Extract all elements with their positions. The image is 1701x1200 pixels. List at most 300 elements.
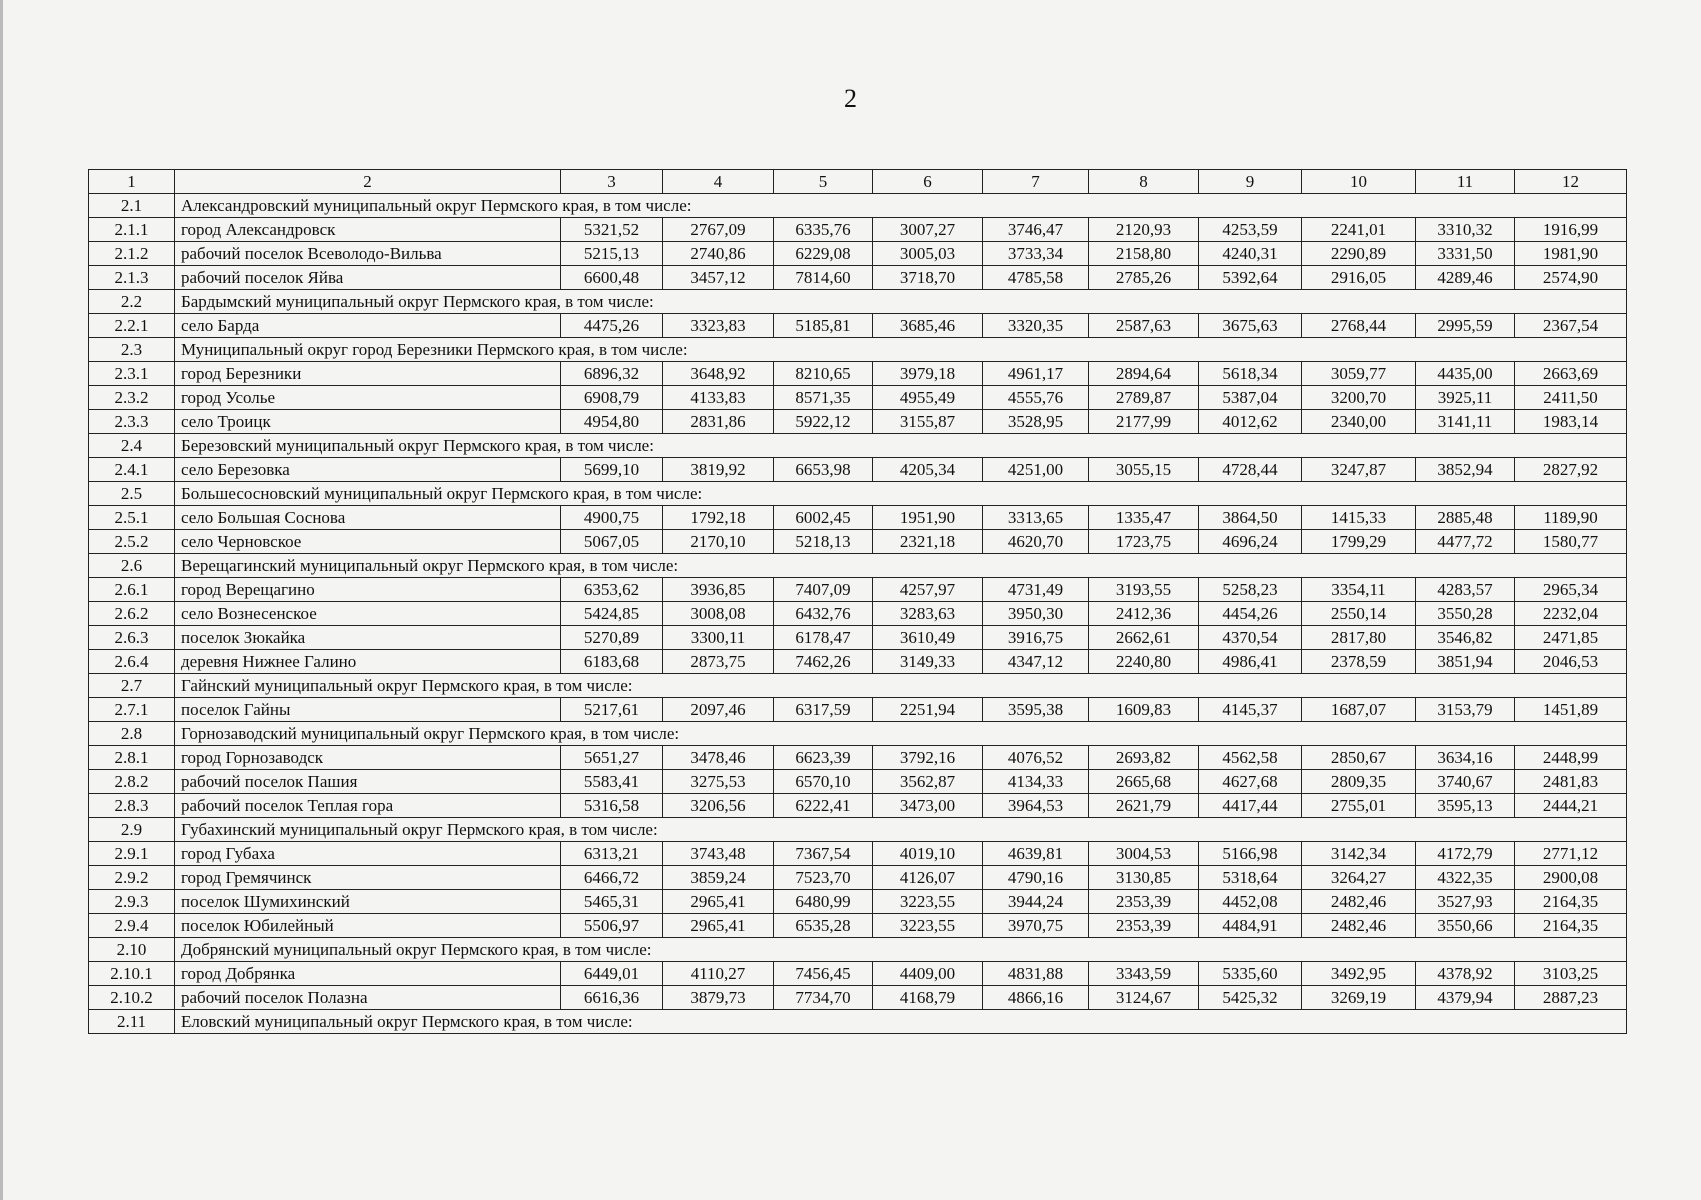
value-cell: 5506,97 bbox=[561, 914, 663, 938]
settlement-name: село Березовка bbox=[175, 458, 561, 482]
value-cell: 5335,60 bbox=[1199, 962, 1302, 986]
value-cell: 3950,30 bbox=[983, 602, 1089, 626]
value-cell: 3473,00 bbox=[873, 794, 983, 818]
value-cell: 3331,50 bbox=[1416, 242, 1515, 266]
value-cell: 4866,16 bbox=[983, 986, 1089, 1010]
row-code: 2.3.3 bbox=[89, 410, 175, 434]
value-cell: 5270,89 bbox=[561, 626, 663, 650]
value-cell: 3320,35 bbox=[983, 314, 1089, 338]
value-cell: 2290,89 bbox=[1302, 242, 1416, 266]
value-cell: 5392,64 bbox=[1199, 266, 1302, 290]
value-cell: 3310,32 bbox=[1416, 218, 1515, 242]
value-cell: 3149,33 bbox=[873, 650, 983, 674]
value-cell: 7734,70 bbox=[774, 986, 873, 1010]
value-cell: 4961,17 bbox=[983, 362, 1089, 386]
value-cell: 3323,83 bbox=[663, 314, 774, 338]
value-cell: 3269,19 bbox=[1302, 986, 1416, 1010]
value-cell: 2621,79 bbox=[1089, 794, 1199, 818]
value-cell: 6178,47 bbox=[774, 626, 873, 650]
settlement-name: село Большая Соснова bbox=[175, 506, 561, 530]
value-cell: 3200,70 bbox=[1302, 386, 1416, 410]
row-code: 2.3.1 bbox=[89, 362, 175, 386]
value-cell: 7367,54 bbox=[774, 842, 873, 866]
settlement-name: поселок Шумихинский bbox=[175, 890, 561, 914]
value-cell: 2693,82 bbox=[1089, 746, 1199, 770]
value-cell: 2587,63 bbox=[1089, 314, 1199, 338]
row-code: 2.5.2 bbox=[89, 530, 175, 554]
value-cell: 2767,09 bbox=[663, 218, 774, 242]
value-cell: 4731,49 bbox=[983, 578, 1089, 602]
value-cell: 2251,94 bbox=[873, 698, 983, 722]
value-cell: 4954,80 bbox=[561, 410, 663, 434]
value-cell: 2965,41 bbox=[663, 914, 774, 938]
header-row bbox=[89, 170, 1627, 194]
table-row bbox=[89, 866, 1627, 890]
value-cell: 3343,59 bbox=[1089, 962, 1199, 986]
value-cell: 2885,48 bbox=[1416, 506, 1515, 530]
table-body bbox=[89, 170, 1627, 1034]
value-cell: 2481,83 bbox=[1515, 770, 1627, 794]
value-cell: 8210,65 bbox=[774, 362, 873, 386]
value-cell: 4076,52 bbox=[983, 746, 1089, 770]
value-cell: 3155,87 bbox=[873, 410, 983, 434]
value-cell: 2768,44 bbox=[1302, 314, 1416, 338]
column-header: 12 bbox=[1515, 170, 1627, 194]
value-cell: 3944,24 bbox=[983, 890, 1089, 914]
settlement-name: село Вознесенское bbox=[175, 602, 561, 626]
value-cell: 6002,45 bbox=[774, 506, 873, 530]
row-code: 2.1.3 bbox=[89, 266, 175, 290]
value-cell: 2353,39 bbox=[1089, 890, 1199, 914]
value-cell: 2873,75 bbox=[663, 650, 774, 674]
value-cell: 5321,52 bbox=[561, 218, 663, 242]
value-cell: 6229,08 bbox=[774, 242, 873, 266]
value-cell: 2665,68 bbox=[1089, 770, 1199, 794]
value-cell: 2120,93 bbox=[1089, 218, 1199, 242]
value-cell: 2995,59 bbox=[1416, 314, 1515, 338]
settlement-name: поселок Гайны bbox=[175, 698, 561, 722]
row-code: 2.6.3 bbox=[89, 626, 175, 650]
value-cell: 3916,75 bbox=[983, 626, 1089, 650]
value-cell: 2663,69 bbox=[1515, 362, 1627, 386]
row-code: 2.10.2 bbox=[89, 986, 175, 1010]
value-cell: 6313,21 bbox=[561, 842, 663, 866]
district-name: Александровский муниципальный округ Пермского края, в том числе: bbox=[175, 194, 1627, 218]
value-cell: 2894,64 bbox=[1089, 362, 1199, 386]
value-cell: 4133,83 bbox=[663, 386, 774, 410]
value-cell: 4253,59 bbox=[1199, 218, 1302, 242]
value-cell: 6653,98 bbox=[774, 458, 873, 482]
value-cell: 4900,75 bbox=[561, 506, 663, 530]
value-cell: 3527,93 bbox=[1416, 890, 1515, 914]
district-name: Большесосновский муниципальный округ Пермского края, в том числе: bbox=[175, 482, 1627, 506]
district-row bbox=[89, 674, 1627, 698]
value-cell: 2785,26 bbox=[1089, 266, 1199, 290]
value-cell: 2755,01 bbox=[1302, 794, 1416, 818]
value-cell: 6335,76 bbox=[774, 218, 873, 242]
column-header: 1 bbox=[89, 170, 175, 194]
row-code: 2.4 bbox=[89, 434, 175, 458]
value-cell: 3562,87 bbox=[873, 770, 983, 794]
value-cell: 8571,35 bbox=[774, 386, 873, 410]
settlement-name: город Губаха bbox=[175, 842, 561, 866]
value-cell: 3964,53 bbox=[983, 794, 1089, 818]
settlement-name: поселок Юбилейный bbox=[175, 914, 561, 938]
value-cell: 2412,36 bbox=[1089, 602, 1199, 626]
row-code: 2.6 bbox=[89, 554, 175, 578]
value-cell: 1580,77 bbox=[1515, 530, 1627, 554]
value-cell: 2232,04 bbox=[1515, 602, 1627, 626]
value-cell: 6616,36 bbox=[561, 986, 663, 1010]
value-cell: 3223,55 bbox=[873, 914, 983, 938]
scan-edge bbox=[0, 0, 3, 1200]
value-cell: 2177,99 bbox=[1089, 410, 1199, 434]
settlement-name: село Троицк bbox=[175, 410, 561, 434]
value-cell: 2353,39 bbox=[1089, 914, 1199, 938]
row-code: 2.10.1 bbox=[89, 962, 175, 986]
table-row bbox=[89, 218, 1627, 242]
row-code: 2.6.1 bbox=[89, 578, 175, 602]
value-cell: 4126,07 bbox=[873, 866, 983, 890]
settlement-name: рабочий поселок Всеволодо-Вильва bbox=[175, 242, 561, 266]
value-cell: 1792,18 bbox=[663, 506, 774, 530]
settlement-name: город Усолье bbox=[175, 386, 561, 410]
value-cell: 5258,23 bbox=[1199, 578, 1302, 602]
value-cell: 3743,48 bbox=[663, 842, 774, 866]
value-cell: 3851,94 bbox=[1416, 650, 1515, 674]
value-cell: 3005,03 bbox=[873, 242, 983, 266]
district-name: Бардымский муниципальный округ Пермского края, в том числе: bbox=[175, 290, 1627, 314]
value-cell: 5217,61 bbox=[561, 698, 663, 722]
district-row bbox=[89, 290, 1627, 314]
value-cell: 2740,86 bbox=[663, 242, 774, 266]
value-cell: 2831,86 bbox=[663, 410, 774, 434]
row-code: 2.1.1 bbox=[89, 218, 175, 242]
value-cell: 5318,64 bbox=[1199, 866, 1302, 890]
value-cell: 2482,46 bbox=[1302, 914, 1416, 938]
value-cell: 2965,34 bbox=[1515, 578, 1627, 602]
value-cell: 3595,13 bbox=[1416, 794, 1515, 818]
table-row bbox=[89, 578, 1627, 602]
value-cell: 4172,79 bbox=[1416, 842, 1515, 866]
value-cell: 5618,34 bbox=[1199, 362, 1302, 386]
value-cell: 3792,16 bbox=[873, 746, 983, 770]
value-cell: 3478,46 bbox=[663, 746, 774, 770]
value-cell: 3970,75 bbox=[983, 914, 1089, 938]
value-cell: 6623,39 bbox=[774, 746, 873, 770]
value-cell: 1335,47 bbox=[1089, 506, 1199, 530]
value-cell: 5699,10 bbox=[561, 458, 663, 482]
value-cell: 3634,16 bbox=[1416, 746, 1515, 770]
value-cell: 4435,00 bbox=[1416, 362, 1515, 386]
column-header: 8 bbox=[1089, 170, 1199, 194]
value-cell: 2367,54 bbox=[1515, 314, 1627, 338]
value-cell: 2965,41 bbox=[663, 890, 774, 914]
value-cell: 2378,59 bbox=[1302, 650, 1416, 674]
district-name: Горнозаводский муниципальный округ Пермского края, в том числе: bbox=[175, 722, 1627, 746]
value-cell: 6353,62 bbox=[561, 578, 663, 602]
value-cell: 3546,82 bbox=[1416, 626, 1515, 650]
table-row bbox=[89, 626, 1627, 650]
value-cell: 2046,53 bbox=[1515, 650, 1627, 674]
value-cell: 3746,47 bbox=[983, 218, 1089, 242]
settlement-name: рабочий поселок Яйва bbox=[175, 266, 561, 290]
value-cell: 4484,91 bbox=[1199, 914, 1302, 938]
district-row bbox=[89, 818, 1627, 842]
district-name: Еловский муниципальный округ Пермского края, в том числе: bbox=[175, 1010, 1627, 1034]
district-row bbox=[89, 554, 1627, 578]
value-cell: 1723,75 bbox=[1089, 530, 1199, 554]
value-cell: 2900,08 bbox=[1515, 866, 1627, 890]
row-code: 2.5.1 bbox=[89, 506, 175, 530]
value-cell: 6908,79 bbox=[561, 386, 663, 410]
table-row bbox=[89, 842, 1627, 866]
value-cell: 3153,79 bbox=[1416, 698, 1515, 722]
value-cell: 6466,72 bbox=[561, 866, 663, 890]
tariff-table bbox=[88, 169, 1627, 1034]
value-cell: 4289,46 bbox=[1416, 266, 1515, 290]
value-cell: 1799,29 bbox=[1302, 530, 1416, 554]
value-cell: 4012,62 bbox=[1199, 410, 1302, 434]
value-cell: 2771,12 bbox=[1515, 842, 1627, 866]
row-code: 2.9.3 bbox=[89, 890, 175, 914]
district-name: Добрянский муниципальный округ Пермского края, в том числе: bbox=[175, 938, 1627, 962]
value-cell: 3879,73 bbox=[663, 986, 774, 1010]
value-cell: 3354,11 bbox=[1302, 578, 1416, 602]
value-cell: 4379,94 bbox=[1416, 986, 1515, 1010]
column-header: 5 bbox=[774, 170, 873, 194]
row-code: 2.3.2 bbox=[89, 386, 175, 410]
value-cell: 5215,13 bbox=[561, 242, 663, 266]
settlement-name: рабочий поселок Теплая гора bbox=[175, 794, 561, 818]
value-cell: 3264,27 bbox=[1302, 866, 1416, 890]
row-code: 2.8.2 bbox=[89, 770, 175, 794]
value-cell: 4555,76 bbox=[983, 386, 1089, 410]
value-cell: 2662,61 bbox=[1089, 626, 1199, 650]
district-name: Березовский муниципальный округ Пермского края, в том числе: bbox=[175, 434, 1627, 458]
value-cell: 4639,81 bbox=[983, 842, 1089, 866]
row-code: 2.9.2 bbox=[89, 866, 175, 890]
value-cell: 6480,99 bbox=[774, 890, 873, 914]
value-cell: 3283,63 bbox=[873, 602, 983, 626]
table-row bbox=[89, 242, 1627, 266]
column-header: 11 bbox=[1416, 170, 1515, 194]
value-cell: 5651,27 bbox=[561, 746, 663, 770]
settlement-name: город Горнозаводск bbox=[175, 746, 561, 770]
value-cell: 1981,90 bbox=[1515, 242, 1627, 266]
value-cell: 5185,81 bbox=[774, 314, 873, 338]
row-code: 2.6.2 bbox=[89, 602, 175, 626]
value-cell: 3492,95 bbox=[1302, 962, 1416, 986]
column-header: 6 bbox=[873, 170, 983, 194]
value-cell: 4240,31 bbox=[1199, 242, 1302, 266]
value-cell: 4696,24 bbox=[1199, 530, 1302, 554]
value-cell: 4475,26 bbox=[561, 314, 663, 338]
value-cell: 3124,67 bbox=[1089, 986, 1199, 1010]
value-cell: 3675,63 bbox=[1199, 314, 1302, 338]
row-code: 2.2.1 bbox=[89, 314, 175, 338]
row-code: 2.7 bbox=[89, 674, 175, 698]
table-row bbox=[89, 890, 1627, 914]
value-cell: 3059,77 bbox=[1302, 362, 1416, 386]
value-cell: 1189,90 bbox=[1515, 506, 1627, 530]
value-cell: 3004,53 bbox=[1089, 842, 1199, 866]
value-cell: 4409,00 bbox=[873, 962, 983, 986]
value-cell: 7814,60 bbox=[774, 266, 873, 290]
table-row bbox=[89, 698, 1627, 722]
value-cell: 4790,16 bbox=[983, 866, 1089, 890]
row-code: 2.8 bbox=[89, 722, 175, 746]
value-cell: 2240,80 bbox=[1089, 650, 1199, 674]
value-cell: 2887,23 bbox=[1515, 986, 1627, 1010]
value-cell: 2550,14 bbox=[1302, 602, 1416, 626]
value-cell: 6535,28 bbox=[774, 914, 873, 938]
value-cell: 4831,88 bbox=[983, 962, 1089, 986]
value-cell: 1609,83 bbox=[1089, 698, 1199, 722]
value-cell: 4986,41 bbox=[1199, 650, 1302, 674]
value-cell: 2850,67 bbox=[1302, 746, 1416, 770]
value-cell: 4378,92 bbox=[1416, 962, 1515, 986]
value-cell: 1687,07 bbox=[1302, 698, 1416, 722]
table-row bbox=[89, 746, 1627, 770]
value-cell: 2916,05 bbox=[1302, 266, 1416, 290]
value-cell: 7407,09 bbox=[774, 578, 873, 602]
table-row bbox=[89, 602, 1627, 626]
value-cell: 1451,89 bbox=[1515, 698, 1627, 722]
value-cell: 3550,66 bbox=[1416, 914, 1515, 938]
value-cell: 4168,79 bbox=[873, 986, 983, 1010]
value-cell: 3141,11 bbox=[1416, 410, 1515, 434]
value-cell: 4728,44 bbox=[1199, 458, 1302, 482]
value-cell: 1415,33 bbox=[1302, 506, 1416, 530]
district-row bbox=[89, 338, 1627, 362]
district-row bbox=[89, 1010, 1627, 1034]
value-cell: 2809,35 bbox=[1302, 770, 1416, 794]
row-code: 2.1.2 bbox=[89, 242, 175, 266]
value-cell: 4785,58 bbox=[983, 266, 1089, 290]
value-cell: 4477,72 bbox=[1416, 530, 1515, 554]
value-cell: 5316,58 bbox=[561, 794, 663, 818]
value-cell: 3610,49 bbox=[873, 626, 983, 650]
value-cell: 6449,01 bbox=[561, 962, 663, 986]
value-cell: 4562,58 bbox=[1199, 746, 1302, 770]
value-cell: 2411,50 bbox=[1515, 386, 1627, 410]
value-cell: 4417,44 bbox=[1199, 794, 1302, 818]
value-cell: 4370,54 bbox=[1199, 626, 1302, 650]
value-cell: 3457,12 bbox=[663, 266, 774, 290]
value-cell: 5166,98 bbox=[1199, 842, 1302, 866]
value-cell: 4251,00 bbox=[983, 458, 1089, 482]
value-cell: 3733,34 bbox=[983, 242, 1089, 266]
value-cell: 3936,85 bbox=[663, 578, 774, 602]
value-cell: 5583,41 bbox=[561, 770, 663, 794]
row-code: 2.11 bbox=[89, 1010, 175, 1034]
settlement-name: город Александровск bbox=[175, 218, 561, 242]
table-row bbox=[89, 530, 1627, 554]
value-cell: 5424,85 bbox=[561, 602, 663, 626]
value-cell: 2340,00 bbox=[1302, 410, 1416, 434]
value-cell: 3864,50 bbox=[1199, 506, 1302, 530]
value-cell: 4145,37 bbox=[1199, 698, 1302, 722]
value-cell: 3718,70 bbox=[873, 266, 983, 290]
value-cell: 5465,31 bbox=[561, 890, 663, 914]
value-cell: 7523,70 bbox=[774, 866, 873, 890]
row-code: 2.8.1 bbox=[89, 746, 175, 770]
table-row bbox=[89, 362, 1627, 386]
value-cell: 3979,18 bbox=[873, 362, 983, 386]
column-header: 4 bbox=[663, 170, 774, 194]
value-cell: 3007,27 bbox=[873, 218, 983, 242]
table-row bbox=[89, 506, 1627, 530]
settlement-name: поселок Зюкайка bbox=[175, 626, 561, 650]
value-cell: 3275,53 bbox=[663, 770, 774, 794]
settlement-name: село Черновское bbox=[175, 530, 561, 554]
value-cell: 3859,24 bbox=[663, 866, 774, 890]
district-name: Гайнский муниципальный округ Пермского края, в том числе: bbox=[175, 674, 1627, 698]
value-cell: 2097,46 bbox=[663, 698, 774, 722]
district-row bbox=[89, 434, 1627, 458]
row-code: 2.2 bbox=[89, 290, 175, 314]
value-cell: 2789,87 bbox=[1089, 386, 1199, 410]
value-cell: 4019,10 bbox=[873, 842, 983, 866]
value-cell: 3008,08 bbox=[663, 602, 774, 626]
value-cell: 4454,26 bbox=[1199, 602, 1302, 626]
row-code: 2.1 bbox=[89, 194, 175, 218]
district-name: Губахинский муниципальный округ Пермского края, в том числе: bbox=[175, 818, 1627, 842]
value-cell: 2170,10 bbox=[663, 530, 774, 554]
value-cell: 5218,13 bbox=[774, 530, 873, 554]
value-cell: 4627,68 bbox=[1199, 770, 1302, 794]
value-cell: 6222,41 bbox=[774, 794, 873, 818]
value-cell: 1983,14 bbox=[1515, 410, 1627, 434]
row-code: 2.4.1 bbox=[89, 458, 175, 482]
table-row bbox=[89, 986, 1627, 1010]
table-row bbox=[89, 314, 1627, 338]
value-cell: 3648,92 bbox=[663, 362, 774, 386]
value-cell: 3300,11 bbox=[663, 626, 774, 650]
column-header: 3 bbox=[561, 170, 663, 194]
settlement-name: рабочий поселок Пашия bbox=[175, 770, 561, 794]
value-cell: 3142,34 bbox=[1302, 842, 1416, 866]
table-row bbox=[89, 770, 1627, 794]
row-code: 2.9.4 bbox=[89, 914, 175, 938]
value-cell: 4322,35 bbox=[1416, 866, 1515, 890]
settlement-name: город Верещагино bbox=[175, 578, 561, 602]
row-code: 2.7.1 bbox=[89, 698, 175, 722]
value-cell: 6317,59 bbox=[774, 698, 873, 722]
value-cell: 4452,08 bbox=[1199, 890, 1302, 914]
row-code: 2.3 bbox=[89, 338, 175, 362]
table-row bbox=[89, 266, 1627, 290]
value-cell: 3193,55 bbox=[1089, 578, 1199, 602]
settlement-name: город Березники bbox=[175, 362, 561, 386]
row-code: 2.8.3 bbox=[89, 794, 175, 818]
settlement-name: город Добрянка bbox=[175, 962, 561, 986]
table-row bbox=[89, 914, 1627, 938]
value-cell: 3223,55 bbox=[873, 890, 983, 914]
row-code: 2.5 bbox=[89, 482, 175, 506]
settlement-name: рабочий поселок Полазна bbox=[175, 986, 561, 1010]
value-cell: 2164,35 bbox=[1515, 914, 1627, 938]
value-cell: 3685,46 bbox=[873, 314, 983, 338]
value-cell: 4955,49 bbox=[873, 386, 983, 410]
value-cell: 4257,97 bbox=[873, 578, 983, 602]
value-cell: 4347,12 bbox=[983, 650, 1089, 674]
value-cell: 2574,90 bbox=[1515, 266, 1627, 290]
row-code: 2.6.4 bbox=[89, 650, 175, 674]
value-cell: 4110,27 bbox=[663, 962, 774, 986]
value-cell: 3925,11 bbox=[1416, 386, 1515, 410]
